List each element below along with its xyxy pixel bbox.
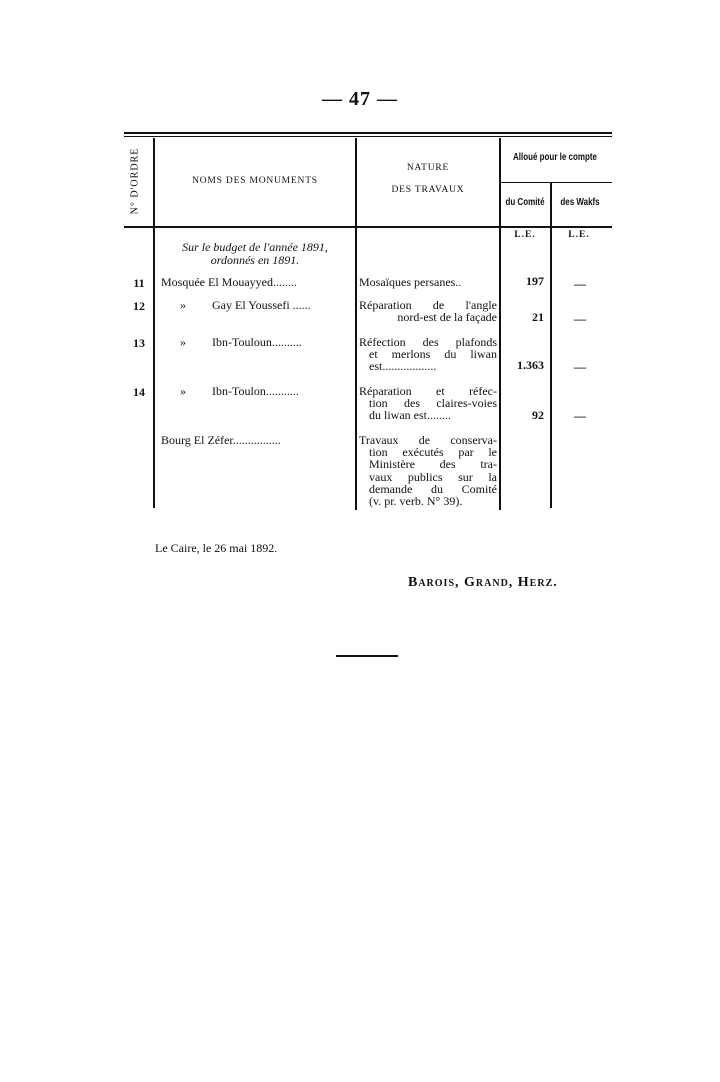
row-ordre: 11 — [133, 276, 145, 290]
unit-wakfs: L.E. — [568, 230, 590, 240]
row-nature: Réparation de l'angle nord-est de la façade — [359, 298, 497, 325]
place-date: Le Caire, le 26 mai 1892. — [155, 541, 278, 555]
row-nature: Réfection des plafonds et merlons du liwan est.................. — [359, 335, 497, 373]
header-alloue: Alloué pour le compte — [512, 152, 597, 163]
header-nature-2: DES TRAVAUX — [391, 185, 465, 195]
alloue-sub-rule — [500, 182, 612, 183]
row-monument-ditto: » — [180, 335, 186, 349]
end-rule — [336, 655, 398, 657]
row-wakfs: — — [574, 312, 586, 326]
budget-note: Sur le budget de l'année 1891, ordonnés en 1891. — [182, 240, 328, 267]
row-ordre: 14 — [133, 385, 145, 399]
row-wakfs: — — [574, 277, 586, 291]
header-bottom-rule — [124, 226, 612, 228]
row-monument: Ibn-Toulon........... — [212, 384, 299, 398]
signatories: Barois, Grand, Herz. — [408, 575, 558, 590]
row-comite: 92 — [532, 408, 544, 422]
table-top-rule — [124, 132, 612, 134]
row-monument: Mosquée El Mouayyed........ — [161, 275, 297, 289]
row-comite: 1.363 — [517, 358, 544, 372]
row-monument: Gay El Youssefi ...... — [212, 298, 311, 312]
row-comite: 197 — [526, 274, 544, 288]
row-ordre: 13 — [133, 336, 145, 350]
col-line-monuments — [355, 138, 357, 510]
row-monument: Bourg El Zéfer................ — [161, 433, 281, 447]
header-comite: du Comité — [505, 197, 545, 208]
header-ordre: N° D'ORDRE — [129, 147, 141, 215]
row-nature: Mosaïques persanes.. — [359, 275, 462, 289]
header-nature-1: NATURE — [406, 163, 450, 173]
row-wakfs: — — [574, 360, 586, 374]
unit-comite: L.E. — [514, 230, 536, 240]
row-nature: Travaux de conserva- tion exécutés par le Ministère des tra- vaux publics sur la demande du Comité (v. pr. verb. N° 39). — [359, 433, 497, 509]
row-ordre: 12 — [133, 299, 145, 313]
row-monument-ditto: » — [180, 384, 186, 398]
header-monuments: NOMS DES MONUMENTS — [192, 176, 318, 186]
row-monument: Ibn-Touloun.......... — [212, 335, 302, 349]
row-comite: 21 — [532, 310, 544, 324]
row-wakfs: — — [574, 409, 586, 423]
col-line-ordre — [153, 138, 155, 508]
page-number: — 47 — — [322, 88, 398, 110]
row-nature: Réparation et réfec- tion des claires-voies du liwan est........ — [359, 384, 497, 422]
table-top-rule-inner — [124, 136, 612, 137]
row-monument-ditto: » — [180, 298, 186, 312]
header-wakfs: des Wakfs — [560, 197, 600, 208]
